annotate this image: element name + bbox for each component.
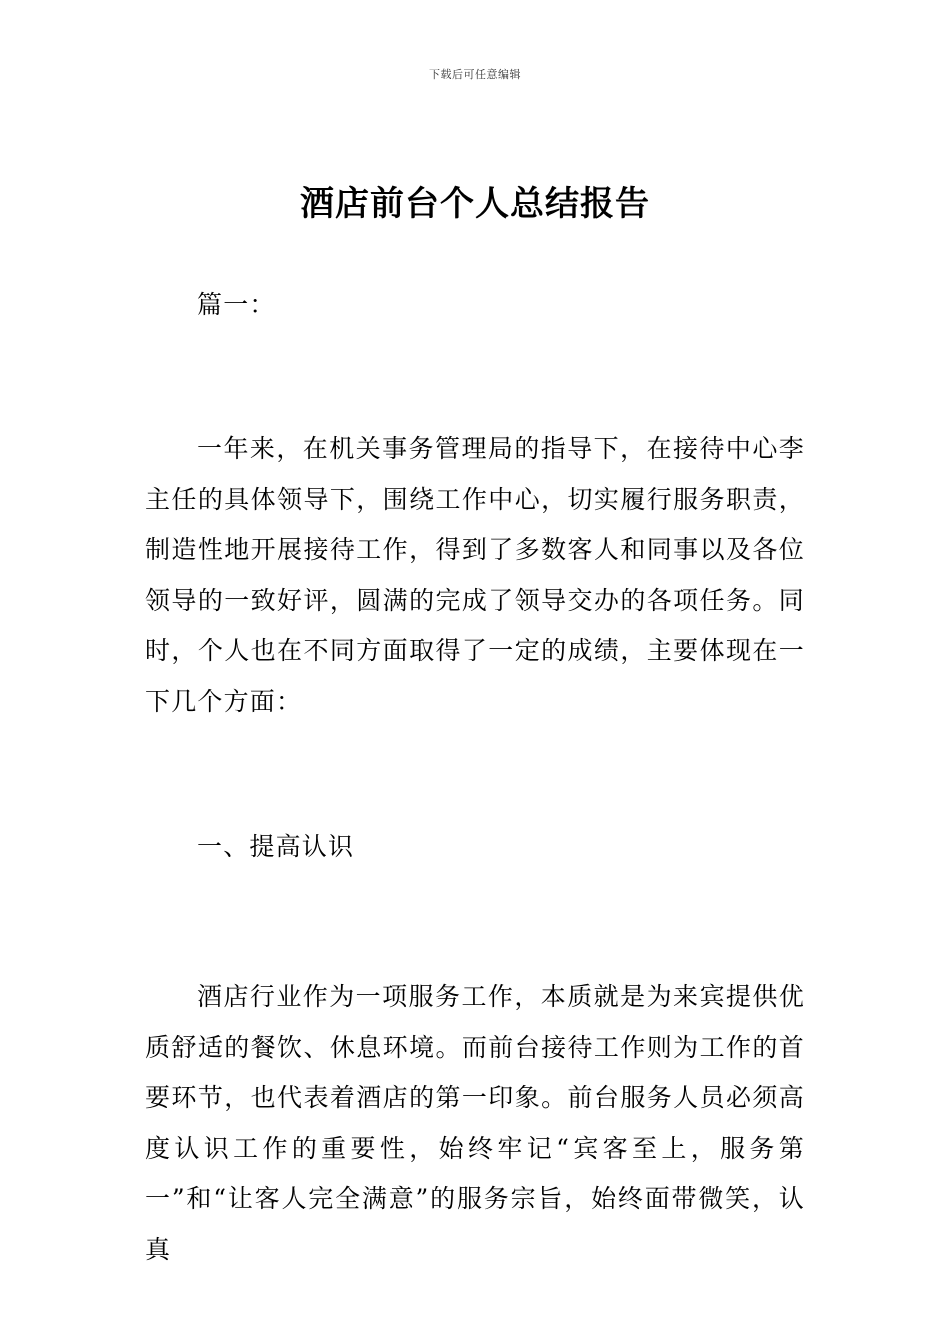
- document-title: 酒店前台个人总结报告: [300, 184, 650, 224]
- section-heading: 一、提高认识: [197, 832, 355, 861]
- section-label: 篇一：: [197, 290, 276, 319]
- header-note: 下载后可任意编辑: [429, 68, 521, 81]
- body-paragraph: 酒店行业作为一项服务工作，本质就是为来宾提供优质舒适的餐饮、休息环境。而前台接待工作则为工作的首要环节，也代表着酒店的第一印象。前台服务人员必须高度认识工作的重要性，始终牢记“宾客至上，服务第一”和“让客人完全满意”的服务宗旨，始终面带微笑，认真: [145, 982, 805, 1264]
- intro-paragraph: 一年来，在机关事务管理局的指导下，在接待中心李主任的具体领导下，围绕工作中心，切实履行服务职责，制造性地开展接待工作，得到了多数客人和同事以及各位领导的一致好评，圆满的完成了领导交办的各项任务。同时，个人也在不同方面取得了一定的成绩，主要体现在一下几个方面：: [145, 434, 805, 716]
